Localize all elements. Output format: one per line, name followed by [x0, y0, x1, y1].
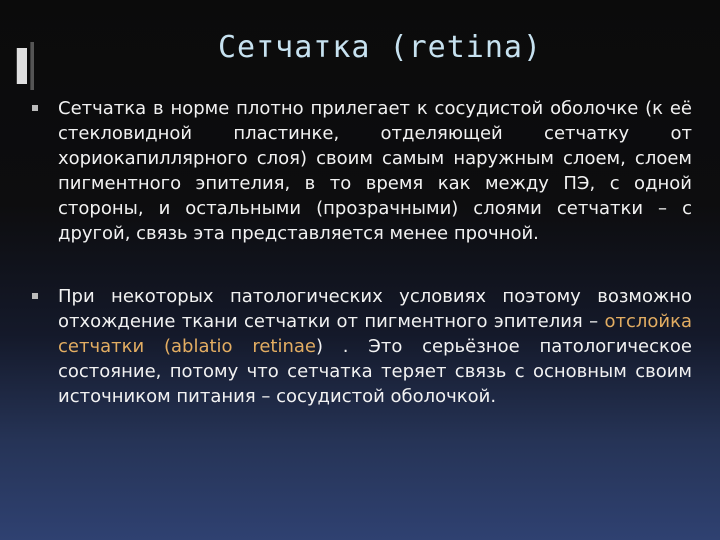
bullet-text-2-after: ) . Это серьёзное патологическое состояние, потому что сетчатка теряет связь с основным своим источником питания – сосудистой оболочкой. — [58, 336, 692, 407]
highlighted-term: отслойка сетчатки (ablatio retinae — [58, 311, 692, 357]
bullet-marker-icon — [32, 293, 38, 299]
accent-bar-large — [16, 48, 27, 84]
bullet-text-2-before: При некоторых патологических условиях поэтому возможно отхождение ткани сетчатки от пигментного эпителия – — [58, 286, 692, 332]
slide-title: Сетчатка (retina) — [217, 30, 543, 65]
bullet-item-1 — [28, 96, 692, 246]
bullet-item-2 — [28, 284, 692, 409]
slide-content — [28, 96, 692, 447]
bullet-text-1: Сетчатка в норме плотно прилегает к сосудистой оболочке (к её стекловидной пластинке, отделяющей сетчатку от хориокапиллярного слоя) своим самым наружным слоем, слоем пигментного эпителия, в то время как между ПЭ, с одной стороны, и остальными (прозрачными) слоями сетчатки – с другой, связь эта представляется менее прочной. — [58, 98, 692, 244]
accent-bar-thin — [30, 42, 34, 90]
bullet-marker-icon — [32, 105, 38, 111]
